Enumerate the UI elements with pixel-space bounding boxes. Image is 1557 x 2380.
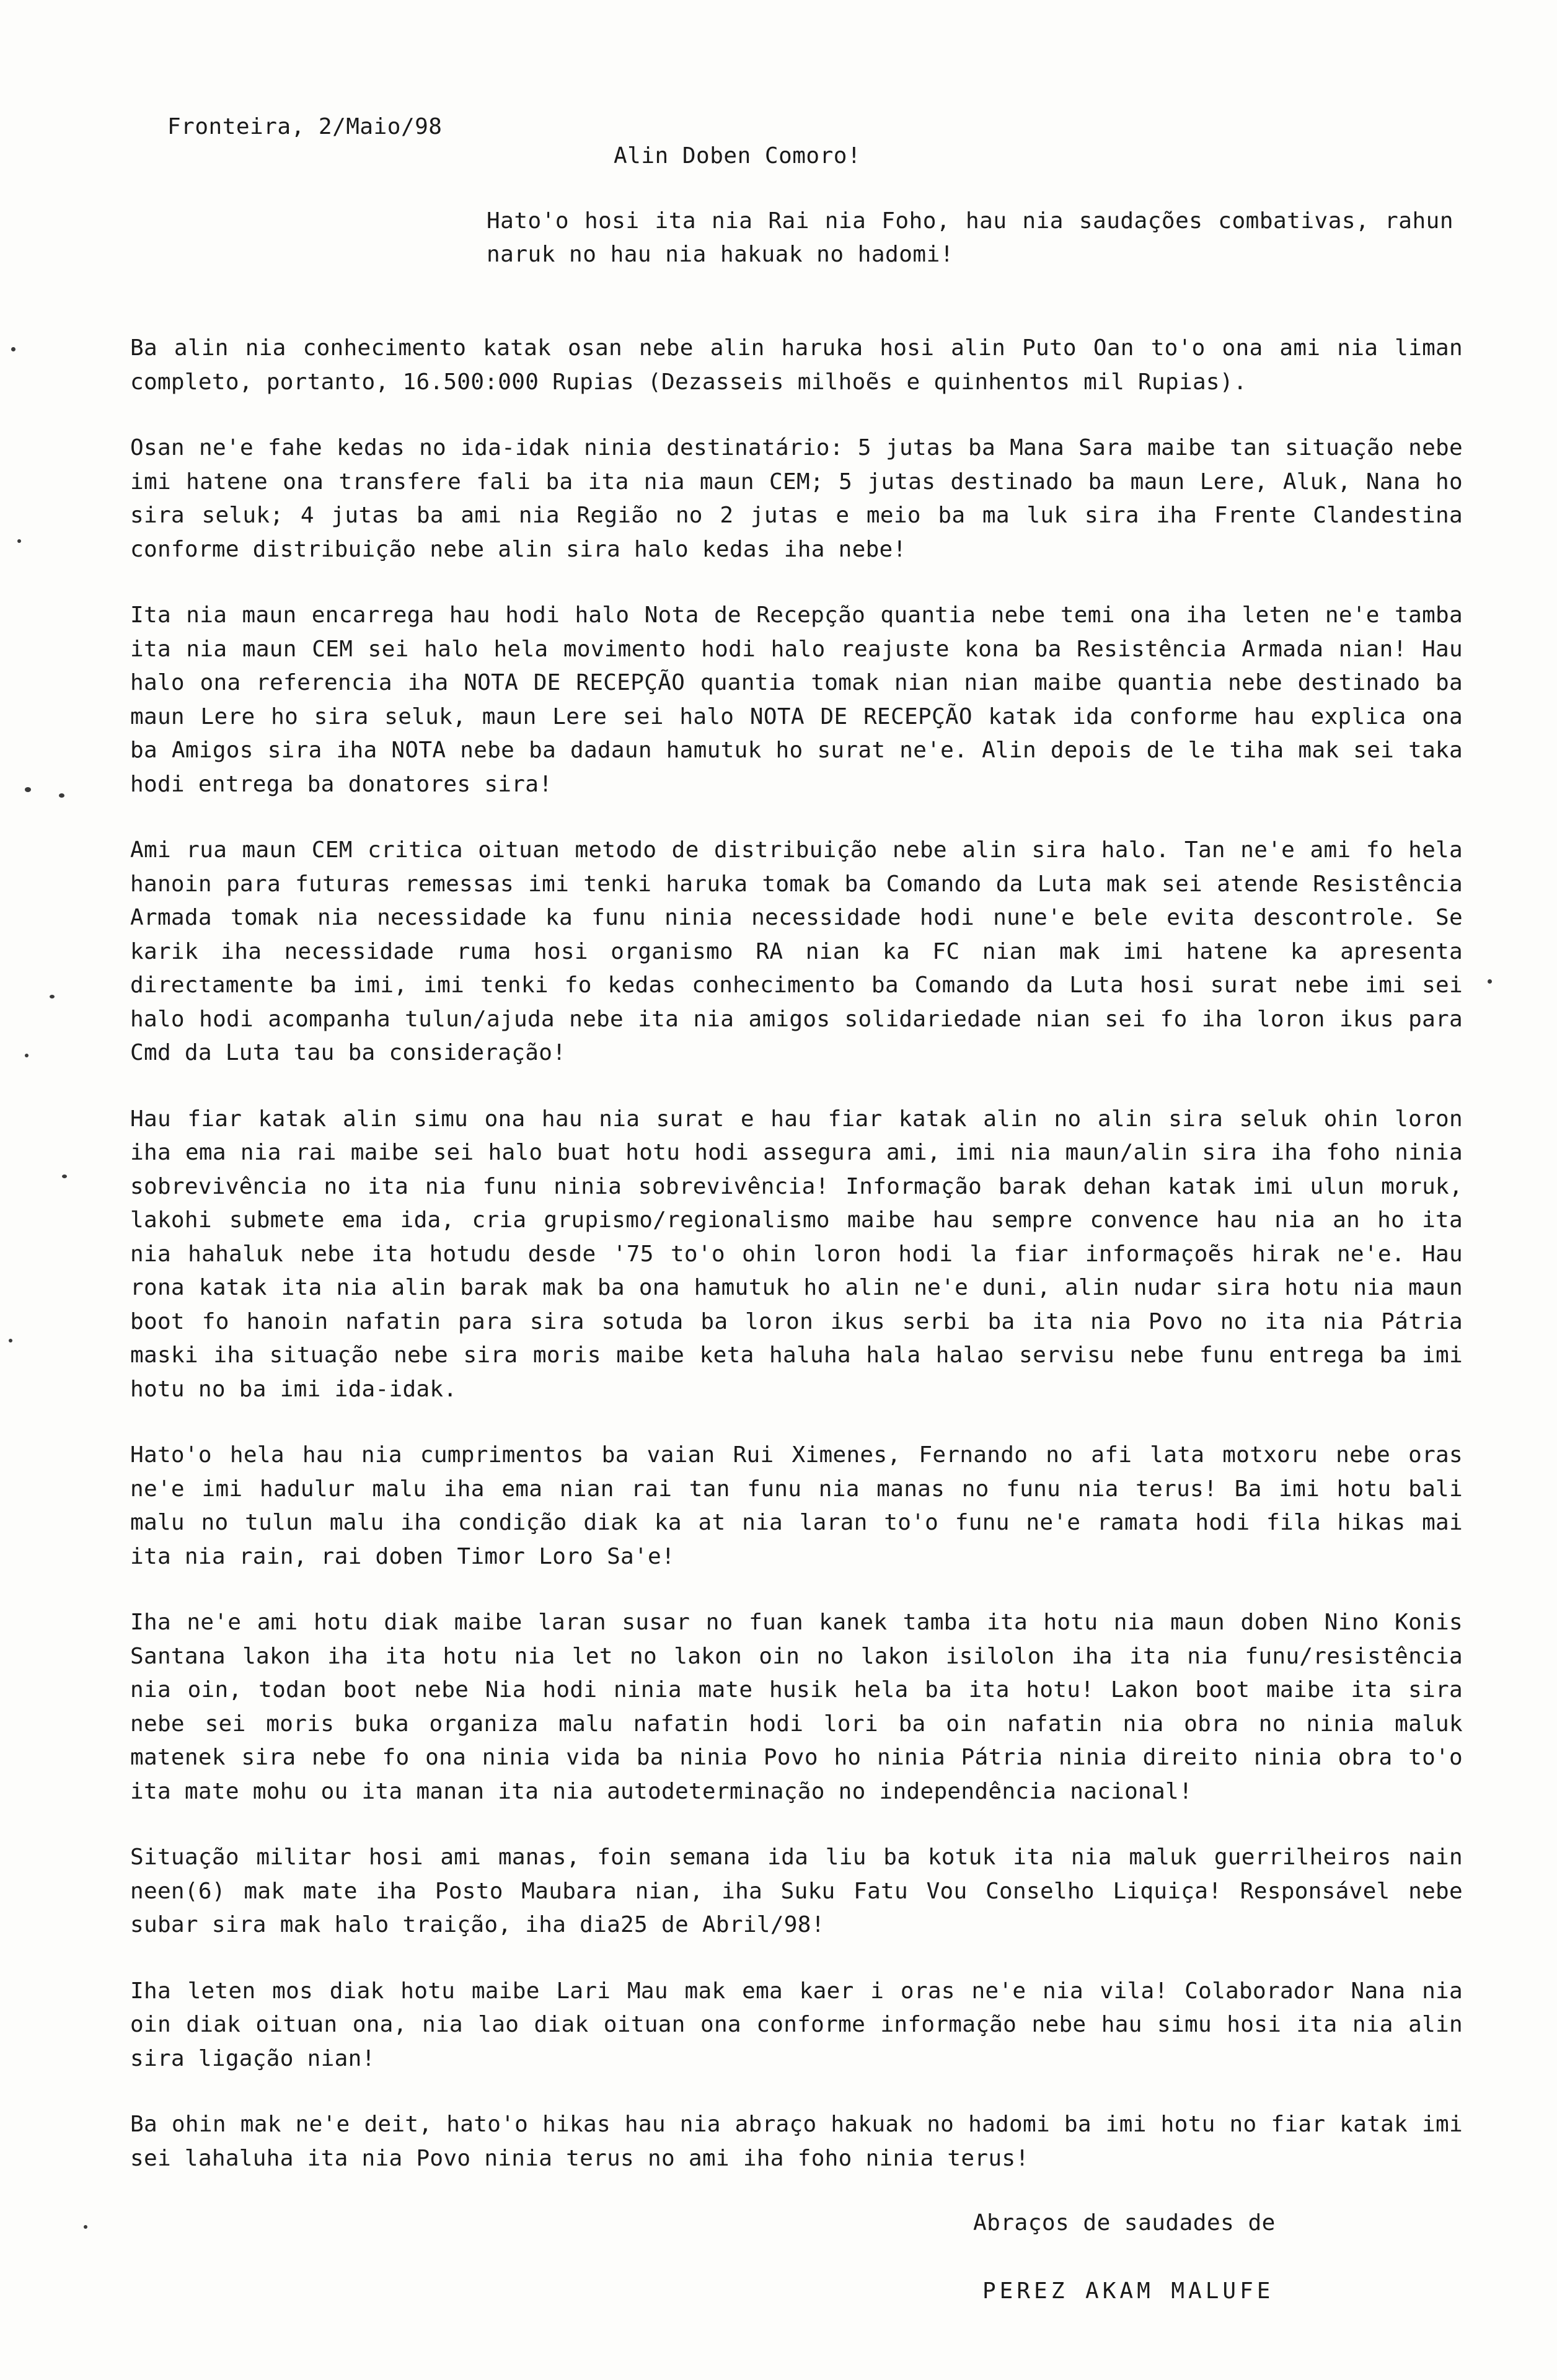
paragraph-distribution: Osan ne'e fahe kedas no ida-idak ninia destinatário: 5 jutas ba Mana Sara maibe tan situação nebe imi hatene ona transfere fali ba ita nia maun CEM; 5 jutas destinado ba maun Lere, Aluk, Nana ho sira seluk; 4 jutas ba ami nia Região no 2 jutas e meio ba ma luk sira iha Frente Clandestina conforme distribuição nebe alin sira halo kedas iha nebe! bbox=[130, 435, 1463, 562]
scan-speck bbox=[9, 1339, 12, 1342]
letter-intro: Hato'o hosi ita nia Rai nia Foho, hau nia saudações combativas, rahun naruk no hau nia hakuak no hadomi! bbox=[487, 208, 1453, 267]
scan-speck bbox=[17, 539, 21, 543]
scan-speck bbox=[50, 995, 55, 998]
scan-speck bbox=[25, 787, 31, 792]
letter-greeting: Alin Doben Comoro! bbox=[614, 143, 862, 169]
paragraph-trust: Hau fiar katak alin simu ona hau nia surat e hau fiar katak alin no alin sira seluk ohin loron iha ema nia rai maibe sei halo buat hotu hodi assegura ami, imi nia maun/alin sira iha foho ninia sobrevivência no ita nia funu ninia sobrevivência! Informação barak dehan katak imi ulun moruk, lakohi submete ema ida, cria grupismo/regionalismo maibe hau sempre convence hau nia an ho ita nia hahaluk nebe ita hotudu desde '75 to'o ohin loron hodi la fiar informaçoẽs hirak ne'e. Hau rona katak ita nia alin barak mak ba ona hamutuk ho alin ne'e duni, alin nudar sira hotu nia maun boot fo hanoin nafatin para sira sotuda ba loron ikus serbi ba ita nia Povo no ita nia Pátria maski iha situação nebe sira moris maibe keta haluha hala halao servisu nebe funu entrega ba imi hotu no ba imi ida-idak. bbox=[130, 1106, 1463, 1402]
letter-closing: Abraços de saudades de bbox=[973, 2210, 1276, 2236]
scan-speck bbox=[59, 793, 64, 798]
paragraph-mourning: Iha ne'e ami hotu diak maibe laran susar no fuan kanek tamba ita hotu nia maun doben Nino Konis Santana lakon iha ita hotu nia let no lakon oin no lakon isilolon iha ita nia funu/resistência nia oin, todan boot nebe Nia hodi ninia mate husik hela ba ita hotu! Lakon boot maibe ita sira nebe sei moris buka organiza malu nafatin hodi lori ba oin nafatin nia obra no ninia maluk matenek sira nebe fo ona ninia vida ba ninia Povo ho ninia Pátria ninia direito ninia obra to'o ita mate mohu ou ita manan ita nia autodeterminação no independência nacional! bbox=[130, 1610, 1463, 1804]
scan-speck bbox=[62, 1175, 67, 1178]
scan-speck bbox=[84, 2225, 87, 2229]
paragraph-nota-recepcao: Ita nia maun encarrega hau hodi halo Nota de Recepção quantia nebe temi ona iha leten ne'e tamba ita nia maun CEM sei halo hela movimento hodi halo reajuste kona ba Resistência Armada nian! Hau halo ona referencia iha NOTA DE RECEPÇÃO quantia tomak nian nian maibe quantia nebe destinado ba maun Lere ho sira seluk, maun Lere sei halo NOTA DE RECEPÇÃO katak ida conforme hau explica ona ba Amigos sira iha NOTA nebe ba dadaun hamutuk ho surat ne'e. Alin depois de le tiha mak sei taka hodi entrega ba donatores sira! bbox=[130, 602, 1463, 797]
paragraph-news: Iha leten mos diak hotu maibe Lari Mau mak ema kaer i oras ne'e nia vila! Colaborador Nana nia oin diak oituan ona, nia lao diak oituan ona conforme informação nebe hau simu hosi ita nia alin sira ligação nian! bbox=[130, 1978, 1463, 2071]
paragraph-farewell: Ba ohin mak ne'e deit, hato'o hikas hau nia abraço hakuak no hadomi ba imi hotu no fiar katak imi sei lahaluha ita nia Povo ninia terus no ami iha foho ninia terus! bbox=[130, 2112, 1463, 2171]
paragraph-military-situation: Situação militar hosi ami manas, foin semana ida liu ba kotuk ita nia maluk guerrilheiros nain neen(6) mak mate iha Posto Maubara nian, iha Suku Fatu Vou Conselho Liquiça! Responsável nebe subar sira mak halo traição, iha dia25 de Abril/98! bbox=[130, 1844, 1463, 1937]
paragraph-receipt: Ba alin nia conhecimento katak osan nebe alin haruka hosi alin Puto Oan to'o ona ami nia liman completo, portanto, 16.500:000 Rupias (Dezasseis milhoẽs e quinhentos mil Rupias). bbox=[130, 335, 1463, 395]
paragraph-critique: Ami rua maun CEM critica oituan metodo de distribuição nebe alin sira halo. Tan ne'e ami fo hela hanoin para futuras remessas imi tenki haruka tomak ba Comando da Luta mak sei atende Resistência Armada tomak nia necessidade ka funu ninia necessidade hodi nune'e bele evita descontrole. Se karik iha necessidade ruma hosi organismo RA nian ka FC nian mak imi hatene ka apresenta directamente ba imi, imi tenki fo kedas conhecimento ba Comando da Luta hosi surat nebe imi sei halo hodi acompanha tulun/ajuda nebe ita nia amigos solidariedade nian sei fo iha loron ikus para Cmd da Luta tau ba consideração! bbox=[130, 837, 1463, 1065]
letter-signature: PEREZ AKAM MALUFE bbox=[982, 2278, 1274, 2304]
scan-speck bbox=[11, 347, 15, 351]
letter-body bbox=[130, 332, 1463, 2208]
letter-date: Fronteira, 2/Maio/98 bbox=[167, 114, 443, 139]
scan-speck bbox=[25, 1054, 29, 1057]
paragraph-greetings: Hato'o hela hau nia cumprimentos ba vaian Rui Ximenes, Fernando no afi lata motxoru nebe oras ne'e imi hadulur malu iha ema nian rai tan funu nia manas no funu nia terus! Ba imi hotu bali malu no tulun malu iha condição diak ka at nia laran to'o funu ne'e ramata hodi fila hikas mai ita nia rain, rai doben Timor Loro Sa'e! bbox=[130, 1442, 1463, 1569]
scan-speck bbox=[1488, 979, 1492, 984]
